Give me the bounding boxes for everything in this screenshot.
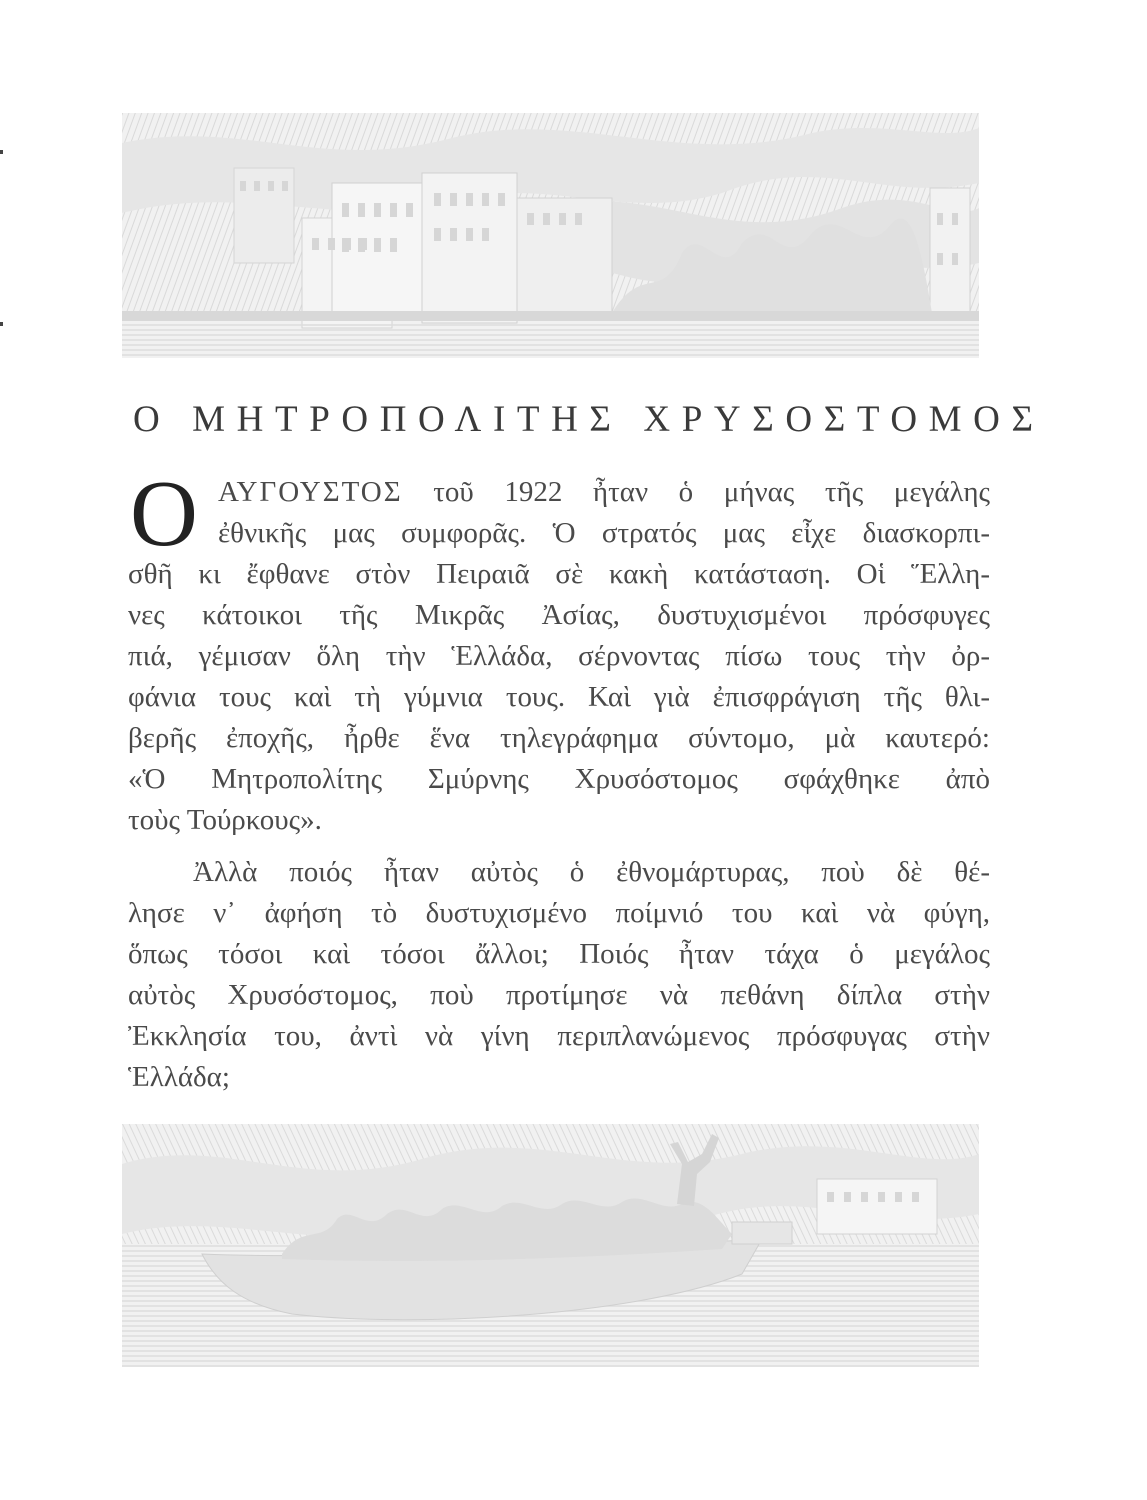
chapter-title: Ο ΜΗΤΡΟΠΟΛΙΤΗΣ ΧΡΥΣΟΣΤΟΜΟΣ (133, 399, 1045, 440)
burning-city-illustration (122, 113, 979, 358)
paragraph-2-line-6: Ἑλλάδα; (128, 1061, 230, 1093)
paragraph-1-line-7: βερῆς ἐποχῆς, ἦρθε ἕνα τηλεγράφημα σύντομο, μὰ καυτερό: (128, 722, 990, 754)
burning-city-woodcut (122, 113, 979, 358)
chapter-body (128, 462, 990, 1098)
paragraph-1-line-4: νες κάτοικοι τῆς Μικρᾶς Ἀσίας, δυστυχισμένοι πρόσφυγες (128, 599, 990, 631)
paragraph-1-line-5: πιά, γέμισαν ὅλη τὴν Ἑλλάδα, σέρνοντας πίσω τους τὴν ὀρ- (128, 640, 990, 672)
refugee-boat-woodcut (122, 1124, 979, 1367)
drop-cap: Ο (130, 462, 198, 566)
paragraph-2-line-4: αὐτὸς Χρυσόστομος, ποὺ προτίμησε νὰ πεθάνη δίπλα στὴν (128, 979, 990, 1011)
paragraph-2-line-3: ὅπως τόσοι καὶ τόσοι ἄλλοι; Ποιός ἦταν τάχα ὁ μεγάλος (128, 938, 990, 970)
paragraph-gap (128, 841, 990, 852)
paragraph-1-line-9: τοὺς Τούρκους». (128, 804, 322, 836)
paragraph-2-line-2: λησε ν᾿ ἀφήση τὸ δυστυχισμένο ποίμνιό του καὶ νὰ φύγη, (128, 897, 990, 929)
opening-word: ΑΥΓΟΥΣΤΟΣ (218, 476, 403, 508)
paragraph-1-line-6: φάνια τους καὶ τὴ γύμνια τους. Καὶ γιὰ ἐπισφράγιση τῆς θλι- (128, 681, 990, 713)
paragraph-2-line-5: Ἐκκλησία του, ἀντὶ νὰ γίνη περιπλανώμενος πρόσφυγας στὴν (128, 1020, 990, 1052)
scan-mark (0, 150, 3, 154)
opening-line-rest: τοῦ 1922 ἦταν ὁ μήνας τῆς μεγάλης (402, 476, 990, 508)
paragraph-1-line-3: σθῆ κι ἔφθανε στὸν Πειραιᾶ σὲ κακὴ κατάσταση. Οἱ Ἕλλη- (128, 558, 990, 590)
paragraph-1-line-2: ἐθνικῆς μας συμφορᾶς. Ὁ στρατός μας εἶχε διασκορπι- (218, 517, 990, 549)
paragraph-2-line-1: Ἀλλὰ ποιός ἦταν αὐτὸς ὁ ἐθνομάρτυρας, ποὺ δὲ θέ- (193, 856, 990, 888)
refugee-boat-illustration (122, 1124, 979, 1367)
scan-mark (0, 322, 3, 326)
paragraph-1-line-8: «Ὁ Μητροπολίτης Σμύρνης Χρυσόστομος σφάχθηκε ἀπὸ (128, 763, 990, 795)
